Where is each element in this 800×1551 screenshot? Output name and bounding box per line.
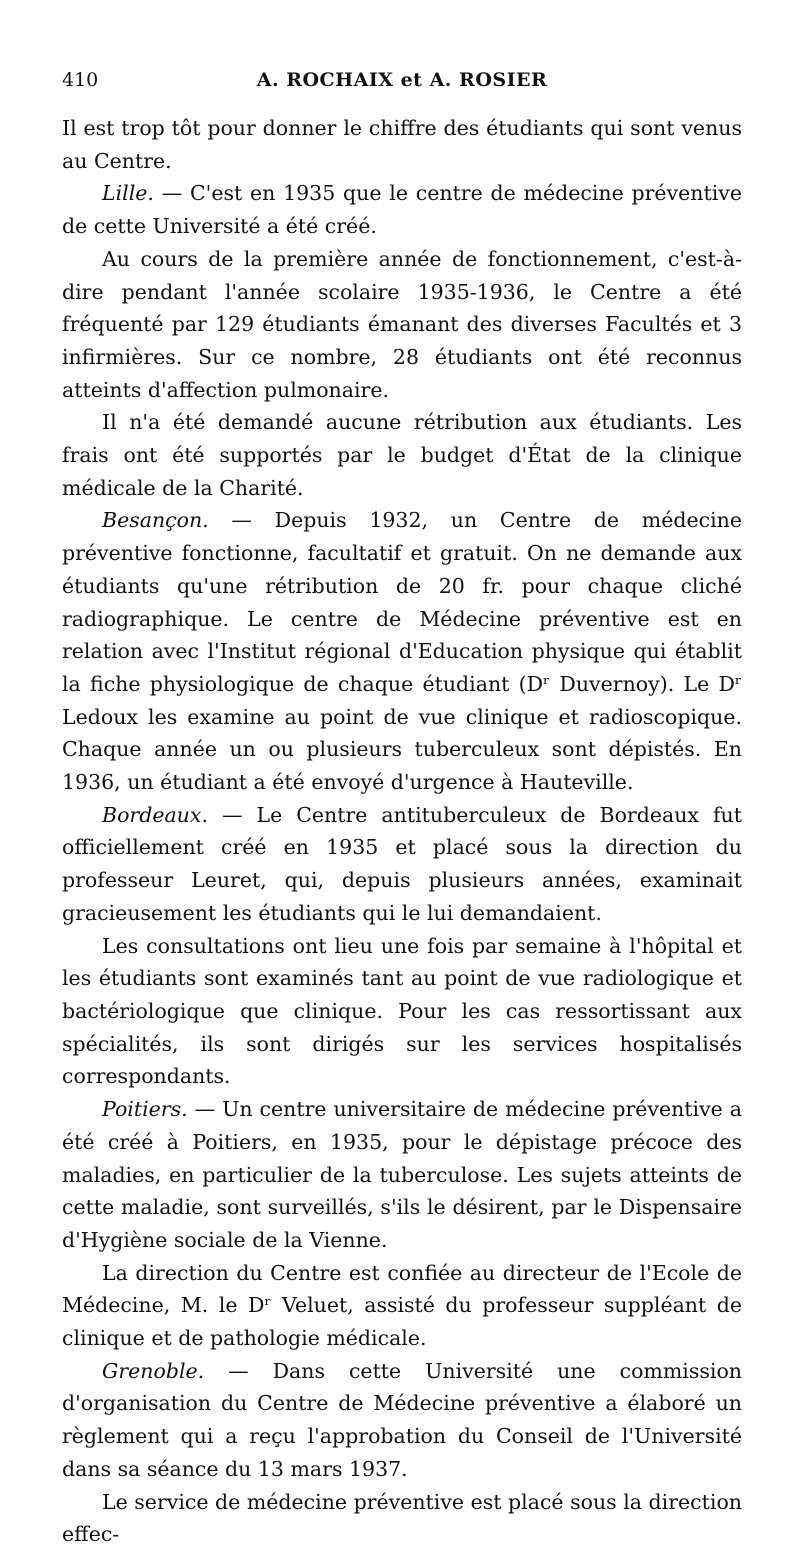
paragraph-text: — C'est en 1935 que le centre de médecine préventive de cette Université a été créé.	[62, 181, 742, 239]
section-lead: Besançon.	[102, 508, 209, 533]
paragraph-text: — Un centre universitaire de médecine préventive a été créé à Poitiers, en 1935, pour le dépistage précoce des maladies, en particulier de la tuberculose. Les sujets atteints de cette maladie, sont surveillés, s'ils le désirent, par le Dispensaire d'Hygiène sociale de la Vienne.	[62, 1097, 742, 1252]
paragraph	[62, 1355, 742, 1486]
paragraph	[62, 1486, 742, 1551]
paragraph-text: La direction du Centre est confiée au directeur de l'Ecole de Médecine, M. le Dʳ Veluet, assisté du professeur suppléant de clinique et de pathologie médicale.	[62, 1260, 742, 1351]
paragraph-text: Il n'a été demandé aucune rétribution aux étudiants. Les frais ont été supportés par le budget d'État de la clinique médicale de la Charité.	[62, 410, 742, 500]
paragraph	[62, 504, 742, 798]
page-number: 410	[62, 69, 99, 91]
paragraph	[62, 1093, 742, 1257]
paragraph	[62, 243, 742, 407]
paragraph-text: Les consultations ont lieu une fois par semaine à l'hôpital et les étudiants sont examinés tant au point de vue radiologique et bactériologique que clinique. Pour les cas ressortissant aux spécialités, ils sont dirigés sur les services hospitalisés correspondants.	[62, 933, 742, 1089]
page-header	[62, 66, 742, 94]
paragraph	[62, 799, 742, 930]
paragraph-text: Le service de médecine préventive est placé sous la direction effec-	[62, 1489, 742, 1547]
paragraph-text: — Le Centre antituberculeux de Bordeaux fut officiellement créé en 1935 et placé sous la direction du professeur Leuret, qui, depuis plusieurs années, examinait gracieusement les étudiants qui le lui demandaient.	[62, 802, 742, 925]
paragraph-text: Au cours de la première année de fonctionnement, c'est-à-dire pendant l'année scolaire 1935-1936, le Centre a été fréquenté par 129 étudiants émanant des diverses Facultés et 3 infirmières. Sur ce nombre, 28 étudiants ont été reconnus atteints d'affection pulmonaire.	[62, 246, 742, 402]
paragraph-text: — Depuis 1932, un Centre de médecine préventive fonctionne, facultatif et gratuit. On ne demande aux étudiants qu'une rétribution de 20 fr. pour chaque cliché radiographique. Le centre de Médecine préventive est en relation avec l'Institut régional d'Education physique qui établit la fiche physiologique de chaque étudiant (Dʳ Duvernoy). Le Dʳ Ledoux les examine au point de vue clinique et radioscopique. Chaque année un ou plusieurs tuberculeux sont dépistés. En 1936, un étudiant a été envoyé d'urgence à Hauteville.	[62, 508, 742, 795]
running-title: A. ROCHAIX et A. ROSIER	[256, 69, 548, 91]
paragraph	[62, 406, 742, 504]
paragraph-text: — Dans cette Université une commission d'organisation du Centre de Médecine préventive a élaboré un règlement qui a reçu l'approbation du Conseil de l'Université dans sa séance du 13 mars 1937.	[62, 1358, 742, 1481]
body-text	[62, 112, 742, 1551]
paragraph	[62, 930, 742, 1094]
section-lead: Poitiers.	[102, 1097, 188, 1122]
paragraph-text: Il est trop tôt pour donner le chiffre des étudiants qui sont venus au Centre.	[62, 116, 742, 173]
paragraph	[62, 112, 742, 177]
section-lead: Lille.	[102, 181, 154, 206]
section-lead: Grenoble.	[102, 1358, 205, 1383]
paragraph	[62, 177, 742, 242]
section-lead: Bordeaux.	[102, 802, 208, 827]
paragraph	[62, 1257, 742, 1355]
